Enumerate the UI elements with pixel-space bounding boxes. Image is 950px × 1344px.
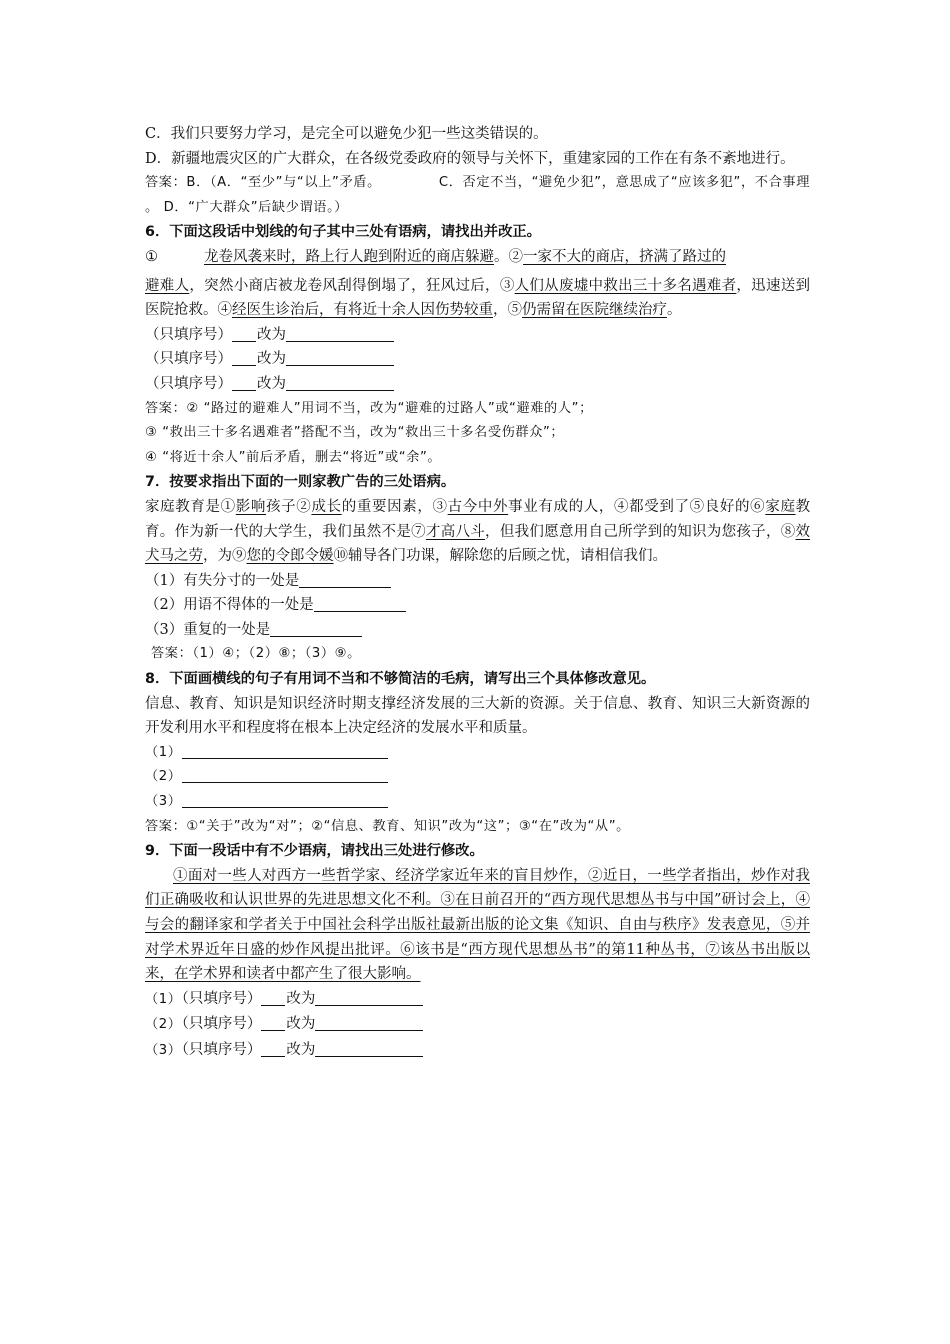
q9-title: 9．下面一段话中有不少语病，请找出三处进行修改。 [145, 843, 484, 860]
document-page [145, 122, 810, 1064]
q6-blank-correction-1[interactable] [286, 326, 394, 342]
q7-item-3: （3）重复的一处是 [145, 618, 810, 643]
q7-blank-3[interactable] [270, 621, 362, 637]
q6-blank-number-2[interactable] [232, 350, 256, 366]
q9-fill-line-2: （2）（只填序号） 改为 [145, 1012, 810, 1038]
q6-answer-3: ④ “将近十余人”前后矛盾，删去“将近”或“余”。 [145, 449, 442, 465]
q9-blank-number-2[interactable] [261, 1015, 285, 1031]
q8-item-3: （3） [145, 790, 810, 815]
q7-title: 7．按要求指出下面的一则家教广告的三处语病。 [145, 474, 456, 491]
q6-passage: ① 龙卷风袭来时，路上行人跑到附近的商店躲避。②一家不大的商店，挤满了路过的 [145, 248, 726, 265]
q9-passage [145, 864, 810, 987]
q5-answer [145, 171, 810, 220]
q8-blank-1[interactable] [182, 743, 388, 759]
q6-answer-1: 答案：② “路过的避难人”用词不当，改为“避难的过路人”或“避难的人”； [145, 400, 593, 416]
q7-answer: 答案：（1）④；（2）⑧；（3）⑨。 [151, 646, 361, 662]
q8-blank-2[interactable] [182, 767, 388, 783]
q6-passage-cont: 避难人，突然小商店被龙卷风刮得倒塌了，狂风过后，③人们从废墟中救出三十多名遇难者，迅速送到医院抢救。④经医生诊治后，有将近十余人因伤势较重，⑤仍需留在医院继续治疗。 [145, 277, 811, 319]
q5-answer-part-a: 答案：B．（A．“至少”与“以上”矛盾。 [145, 175, 381, 191]
q9-blank-correction-3[interactable] [315, 1041, 423, 1057]
q6-sentence-1: 龙卷风袭来时，路上行人跑到附近的商店躲避 [204, 248, 494, 265]
q6-sentence-5: 仍需留在医院继续治疗 [522, 302, 667, 319]
q8-item-2: （2） [145, 765, 810, 790]
q6-sentence-2b: 避难人 [145, 277, 190, 294]
q6-sentence-2a: 一家不大的商店，挤满了路过的 [523, 248, 726, 265]
q6-title: 6．下面这段话中划线的句子其中三处有语病，请找出并改正。 [145, 224, 541, 241]
q8-passage: 信息、教育、知识是知识经济时期支撑经济发展的三大新的资源。关于信息、教育、知识三大新资源的开发利用水平和程度将在根本上决定经济的发展水平和质量。 [145, 695, 811, 737]
q6-fill-line-1: （只填序号） 改为 [145, 323, 810, 348]
q7-item-1: （1）有失分寸的一处是 [145, 569, 810, 594]
q8-title: 8．下面画横线的句子有用词不当和不够简洁的毛病，请写出三个具体修改意见。 [145, 671, 656, 688]
q5-option-c: C．我们只要努力学习，是完全可以避免少犯一些这类错误的。 [145, 126, 548, 142]
q6-blank-correction-2[interactable] [286, 350, 394, 366]
q5-option-d: D．新疆地震灾区的广大群众，在各级党委政府的领导与关怀下，重建家园的工作在有条不紊地进行。 [145, 150, 795, 167]
q5-answer-part-b: C．否定不当，“避免少犯”，意思成了“应该多犯”，不合事理 。 D．“广大群众”后缺少谓语。） [145, 175, 811, 215]
q6-sentence-3: 人们从废墟中救出三十多名遇难者 [514, 277, 737, 294]
q7-passage: 家庭教育是①影响孩子②成长的重要因素，③古今中外事业有成的人，④都受到了⑤良好的⑥家庭教育。作为新一代的大学生，我们虽然不是⑦才高八斗，但我们愿意用自己所学到的知识为您孩子，⑧效犬马之劳，为⑨您的令郎令媛⑩辅导各门功课，解除您的后顾之忧，请相信我们。 [145, 498, 811, 565]
q6-fill-line-2: （只填序号） 改为 [145, 347, 810, 372]
q6-answer-2: ③ “救出三十多名遇难者”搭配不当，改为“救出三十多名受伤群众”； [145, 425, 565, 441]
q9-fill-line-3: （3）（只填序号） 改为 [145, 1038, 810, 1064]
q6-blank-correction-3[interactable] [286, 375, 394, 391]
q9-fill-line-1: （1）（只填序号） 改为 [145, 987, 810, 1013]
q9-blank-number-1[interactable] [261, 990, 285, 1006]
q7-blank-1[interactable] [299, 572, 391, 588]
q9-blank-number-3[interactable] [261, 1041, 285, 1057]
q7-item-2: （2）用语不得体的一处是 [145, 593, 810, 618]
q6-sentence-4: 经医生诊治后，有将近十余人因伤势较重 [232, 302, 493, 319]
q9-blank-correction-2[interactable] [315, 1015, 423, 1031]
q8-item-1: （1） [145, 741, 810, 766]
q7-blank-2[interactable] [314, 596, 406, 612]
q9-passage-text: ①面对一些人对西方一些哲学家、经济学家近年来的盲目炒作，②近日，一些学者指出，炒作对我们正确吸收和认识世界的先进思想文化不利。③在日前召开的“西方现代思想丛书与中国”研讨会上，④与会的翻译家和学者关于中国社会科学出版社最新出版的论文集《知识、自由与秩序》发表意见，⑤并对学术界近年日盛的炒作风提出批评。⑥该书是“西方现代思想丛书”的第11种丛书，⑦该丛书出版以来，在学术界和读者中都产生了很大影响。 [145, 867, 810, 983]
q9-blank-correction-1[interactable] [315, 990, 423, 1006]
q6-blank-number-3[interactable] [232, 375, 256, 391]
q6-fill-line-3: （只填序号） 改为 [145, 372, 810, 397]
q8-answer: 答案：①“关于”改为“对”；②“信息、教育、知识”改为“这”；③“在”改为“从”。 [145, 818, 630, 834]
q6-blank-number-1[interactable] [232, 326, 256, 342]
q8-blank-3[interactable] [182, 792, 388, 808]
